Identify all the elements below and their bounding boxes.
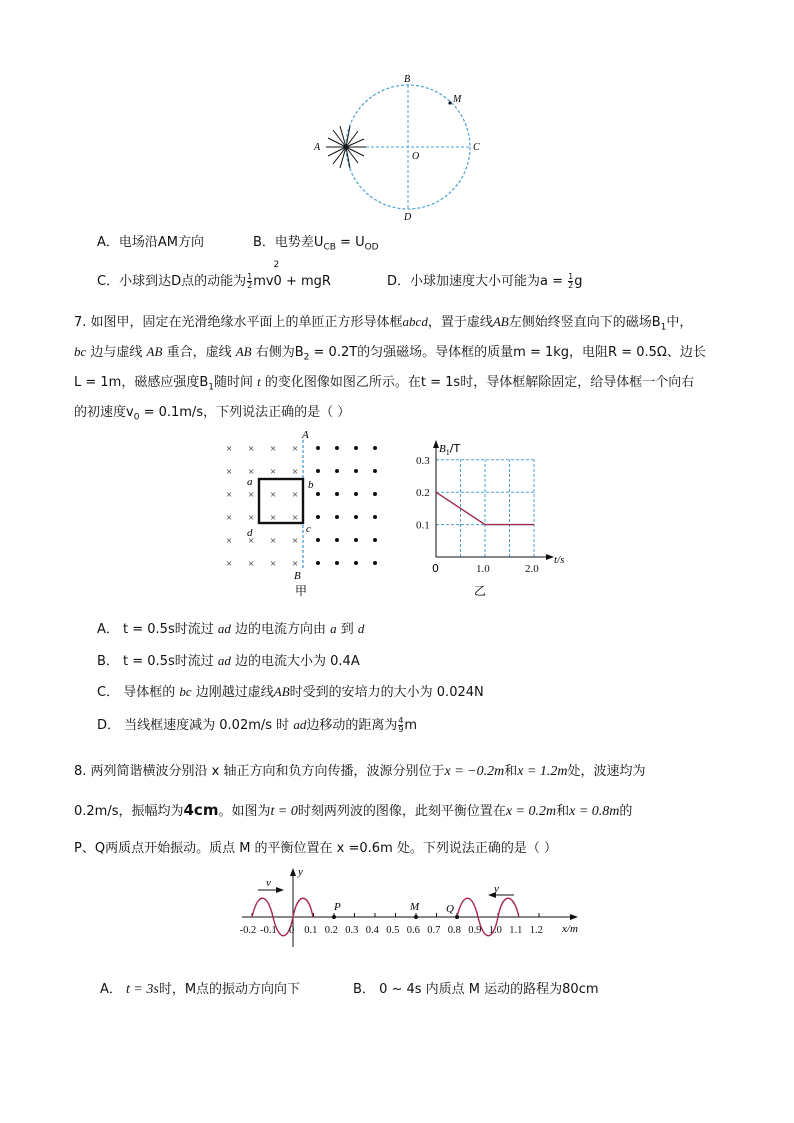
dot-mark bbox=[316, 492, 320, 496]
dot-mark bbox=[354, 561, 358, 565]
x-tick-label: 0.3 bbox=[345, 925, 359, 936]
cross-mark: × bbox=[270, 443, 277, 455]
point-M bbox=[414, 915, 418, 919]
cross-mark: × bbox=[248, 512, 255, 524]
dot-mark bbox=[316, 538, 320, 542]
point-m bbox=[448, 101, 451, 104]
q7-option-b[interactable]: B． t = 0.5s时流过 ad 边的电流大小为 0.4A bbox=[97, 653, 360, 669]
q7-stem-line4: 的初速度$v_0 = 0.1m/s$，下列说法正确的是（ ） bbox=[74, 405, 351, 423]
dot-mark bbox=[335, 538, 339, 542]
y-axis-label: y bbox=[298, 866, 303, 878]
x-tick-label: 0.1 bbox=[304, 925, 318, 936]
x-tick-label: 1.2 bbox=[529, 925, 543, 936]
x-tick-label: 2.0 bbox=[525, 563, 539, 575]
y-tick-label: 0.3 bbox=[416, 454, 430, 467]
cross-mark: × bbox=[292, 466, 299, 478]
dot-marks bbox=[316, 446, 377, 565]
q7-option-c[interactable]: C． 导体框的 bc 边刚越过虚线AB时受到的安培力的大小为 0.024N bbox=[97, 684, 484, 700]
label-c: c bbox=[306, 523, 311, 535]
label-O: O bbox=[412, 151, 420, 162]
v-right-label: v bbox=[494, 883, 499, 895]
dot-mark bbox=[373, 469, 377, 473]
cross-mark: × bbox=[226, 558, 233, 570]
dot-mark bbox=[354, 515, 358, 519]
point-Q bbox=[455, 915, 459, 919]
cross-mark: × bbox=[270, 512, 277, 524]
q7-stem-line2: bc 边与虚线 AB 重合，虚线 AB 右侧为$B_2 = 0.2T$的匀强磁场。导体框的质量m = 1kg，电阻R = 0.5Ω、边长 bbox=[74, 344, 706, 363]
cross-mark: × bbox=[248, 558, 255, 570]
y-axis-label: $B_1/T$ bbox=[439, 442, 461, 457]
y-tick-label: 0.1 bbox=[416, 519, 430, 532]
right-velocity-arrow bbox=[488, 892, 514, 898]
cross-mark: × bbox=[292, 535, 299, 547]
dot-mark bbox=[373, 492, 377, 496]
x-tick-label: 1.0 bbox=[476, 563, 490, 575]
dot-mark bbox=[335, 469, 339, 473]
label-B: B bbox=[294, 570, 301, 582]
x-tick-label: 0.8 bbox=[447, 925, 461, 936]
dot-mark bbox=[335, 561, 339, 565]
x-tick-label: 0.9 bbox=[468, 925, 482, 936]
cross-mark: × bbox=[270, 558, 277, 570]
label-b: b bbox=[308, 479, 314, 491]
x-axis-label: x/m bbox=[562, 923, 578, 935]
label-B: B bbox=[404, 74, 411, 85]
q7-option-d[interactable]: D． 当线框速度减为 0.02m/s 时 ad边移动的距离为 $\frac{4}{9}$ m bbox=[97, 716, 418, 734]
wave-figure bbox=[232, 862, 592, 952]
dot-mark bbox=[373, 446, 377, 450]
cross-marks bbox=[226, 443, 298, 570]
cross-mark: × bbox=[226, 443, 233, 455]
caption-yi: 乙 bbox=[474, 584, 487, 598]
q8-stem-line2: 0.2m/s，振幅均为4cm。如图为t = 0时刻两列波的图像，此刻平衡位置在x = 0.2m和x = 0.8m的 bbox=[74, 801, 633, 819]
fraction: $\frac{1}{2}$ bbox=[568, 272, 574, 290]
dot-mark bbox=[335, 492, 339, 496]
v-left-label: v bbox=[266, 877, 271, 889]
q8-option-b[interactable]: B． 0 ~ 4s 内质点 M 运动的路程为80cm bbox=[353, 982, 599, 997]
dot-mark bbox=[316, 469, 320, 473]
x-axis-arrow bbox=[570, 914, 578, 920]
x-tick-label: -0.2 bbox=[239, 925, 257, 936]
tick-marks bbox=[252, 913, 539, 917]
cross-mark: × bbox=[270, 466, 277, 478]
q7-option-a[interactable]: A． t = 0.5s时流过 ad 边的电流方向由 a 到 d bbox=[97, 621, 365, 637]
label-M: M bbox=[453, 94, 462, 105]
q6-option-a[interactable]: A．电场沿AM方向 bbox=[97, 235, 205, 250]
q7-stem-line3: L = 1m，磁感应强度$B_1$随时间 t 的变化图像如图乙所示。在t = 1s时，导体框解除固定，给导体框一个向右 bbox=[74, 374, 695, 393]
label-C: C bbox=[473, 142, 480, 153]
x-tick-label: 1.0 bbox=[488, 925, 502, 936]
x-axis-arrow bbox=[546, 554, 554, 560]
dot-mark bbox=[316, 515, 320, 519]
tick-labels bbox=[240, 925, 543, 936]
q8-stem-line3: P、Q两质点开始振动。质点 M 的平衡位置在 x =0.6m 处。下列说法正确的是（ ） bbox=[74, 841, 558, 856]
label-d: d bbox=[247, 527, 253, 539]
y-tick-label: 0.2 bbox=[416, 487, 430, 500]
cross-mark: × bbox=[226, 535, 233, 547]
cross-mark: × bbox=[292, 489, 299, 501]
dot-mark bbox=[354, 492, 358, 496]
q6-option-c[interactable]: C．小球到达D点的动能为 $\frac{1}{2}$ mv 2 0 + mgR bbox=[97, 260, 331, 290]
label-A: A bbox=[302, 429, 309, 441]
cross-mark: × bbox=[292, 443, 299, 455]
label-D: D bbox=[404, 212, 412, 223]
cross-mark: × bbox=[292, 512, 299, 524]
cross-mark: × bbox=[226, 489, 233, 501]
dot-mark bbox=[316, 561, 320, 565]
x-tick-label: 0.4 bbox=[365, 925, 379, 936]
cross-mark: × bbox=[248, 535, 255, 547]
origin-label: 0 bbox=[432, 562, 439, 575]
dot-mark bbox=[373, 515, 377, 519]
x-tick-label: 0.6 bbox=[406, 925, 420, 936]
b1-time-chart bbox=[408, 438, 578, 600]
x-tick-label: 0.2 bbox=[324, 925, 338, 936]
cross-mark: × bbox=[248, 443, 255, 455]
cross-mark: × bbox=[270, 535, 277, 547]
fraction: $\frac{4}{9}$ bbox=[398, 716, 404, 734]
dot-mark bbox=[316, 446, 320, 450]
q8-option-a[interactable]: A． t = 3s时，M点的振动方向向下 bbox=[100, 982, 301, 997]
y-axis-arrow bbox=[290, 868, 296, 876]
dot-mark bbox=[354, 469, 358, 473]
x-axis-label: t/s bbox=[554, 554, 565, 566]
dot-mark bbox=[354, 446, 358, 450]
cross-mark: × bbox=[248, 466, 255, 478]
dot-mark bbox=[335, 515, 339, 519]
x-tick-label: 0.7 bbox=[427, 925, 441, 936]
q8-stem-line1: 8. 两列简谐横波分别沿 x 轴正方向和负方向传播，波源分别位于x = −0.2m和x = 1.2m处，波速均为 bbox=[74, 764, 646, 779]
magnetic-field-figure-jia bbox=[218, 428, 388, 598]
cross-mark: × bbox=[226, 512, 233, 524]
x-tick-label: 1.1 bbox=[509, 925, 523, 936]
left-velocity-arrow bbox=[258, 887, 284, 893]
label-A: A bbox=[314, 142, 321, 153]
chart-grid bbox=[436, 460, 534, 557]
dot-mark bbox=[373, 538, 377, 542]
dot-mark bbox=[354, 538, 358, 542]
cross-mark: × bbox=[270, 489, 277, 501]
label-Q: Q bbox=[446, 903, 454, 915]
arrow-burst bbox=[326, 126, 366, 168]
label-M: M bbox=[410, 901, 420, 913]
cross-mark: × bbox=[248, 489, 255, 501]
q7-stem-line1: 7. 如图甲，固定在光滑绝缘水平面上的单匝正方形导体框abcd，置于虚线AB左侧始终竖直向下的磁场$B_1$中， bbox=[74, 314, 693, 333]
label-P: P bbox=[334, 901, 341, 913]
caption-jia: 甲 bbox=[295, 584, 308, 598]
q6-option-b[interactable]: B．电势差$U_{CB} = U_{OD}$ bbox=[253, 235, 379, 253]
fraction: $\frac{1}{2}$ bbox=[247, 272, 253, 290]
dot-mark bbox=[335, 446, 339, 450]
label-a: a bbox=[247, 476, 253, 488]
x-tick-label: -0.1 bbox=[260, 925, 277, 936]
origin-label: 0 bbox=[289, 925, 295, 936]
cross-mark: × bbox=[226, 466, 233, 478]
q6-option-d[interactable]: D．小球加速度大小可能为a = $\frac{1}{2}$ g bbox=[387, 272, 583, 290]
cross-mark: × bbox=[292, 558, 299, 570]
circle-field-figure bbox=[300, 70, 500, 230]
dot-mark bbox=[373, 561, 377, 565]
point-P bbox=[332, 915, 336, 919]
x-tick-label: 0.5 bbox=[386, 925, 400, 936]
